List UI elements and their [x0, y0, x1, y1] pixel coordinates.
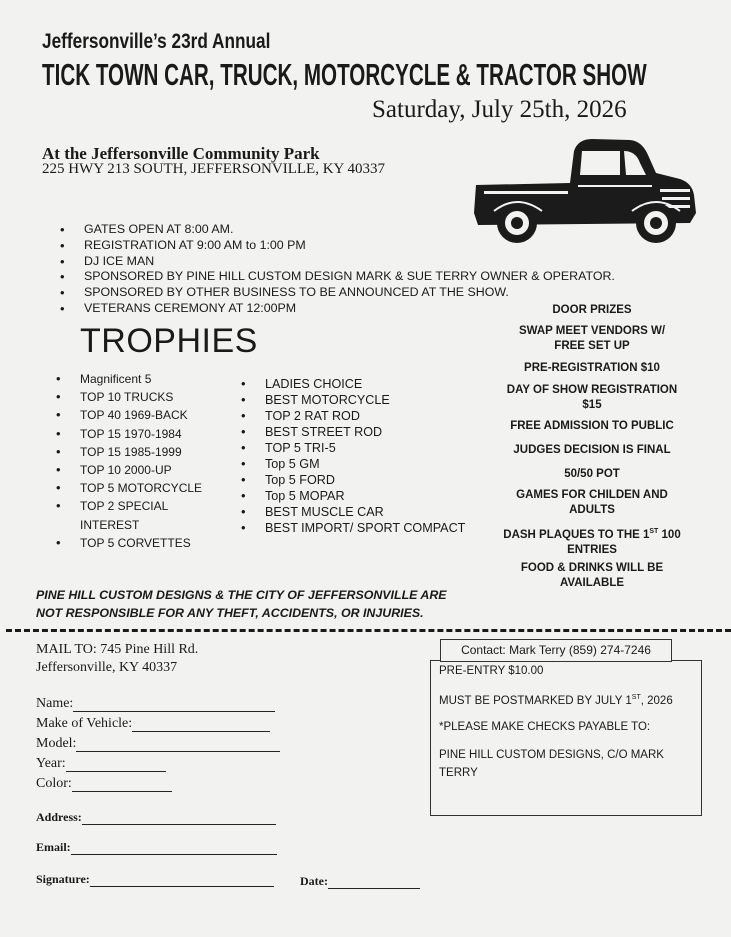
year-line[interactable]: [66, 758, 166, 772]
trophy-item: • Top 5 GM: [241, 456, 465, 472]
color-field[interactable]: [36, 776, 172, 792]
trophy-item: • TOP 2 SPECIAL INTEREST: [56, 497, 190, 533]
date-label: Date:: [300, 874, 328, 888]
trophy-item: • TOP 5 TRI-5: [241, 440, 465, 456]
trophy-item: • TOP 2 RAT ROD: [241, 408, 465, 424]
postmark-note: [439, 689, 673, 710]
name-field[interactable]: [36, 696, 275, 712]
detail-item: • DJ ICE MAN: [60, 254, 615, 270]
trophy-item: • TOP 10 2000-UP: [56, 461, 236, 479]
address-field[interactable]: [36, 810, 276, 825]
venue: At the Jeffersonville Community Park: [42, 144, 320, 163]
year-label: Year:: [36, 756, 66, 771]
pre-entry: PRE-ENTRY $10.00: [439, 665, 544, 677]
info-door-prizes: DOOR PRIZES: [552, 304, 632, 316]
color-label: Color:: [36, 776, 72, 791]
event-date: Saturday, July 25th, 2026: [372, 96, 627, 123]
detail-item: • SPONSORED BY OTHER BUSINESS TO BE ANNOUNCED AT THE SHOW.: [60, 285, 615, 301]
info-judges: JUDGES DECISION IS FINAL: [513, 444, 671, 456]
color-line[interactable]: [72, 778, 172, 792]
trophy-item: • Magnificent 5: [56, 370, 236, 388]
detail-item: • REGISTRATION AT 9:00 AM to 1:00 PM: [60, 238, 615, 254]
postmark-text: MUST BE POSTMARKED BY JULY 1: [439, 694, 632, 707]
model-field[interactable]: [36, 736, 280, 752]
trophy-item: • TOP 15 1985-1999: [56, 443, 236, 461]
trophy-item: • TOP 10 TRUCKS: [56, 388, 236, 406]
model-label: Model:: [36, 736, 77, 751]
address-line[interactable]: [82, 811, 276, 825]
signature-field[interactable]: [36, 872, 274, 887]
disclaimer-line: NOT RESPONSIBLE FOR ANY THEFT, ACCIDENTS, OR INJURIES.: [36, 606, 424, 620]
trophy-item: • TOP 15 1970-1984: [56, 425, 236, 443]
make-line[interactable]: [132, 718, 270, 732]
year-field[interactable]: [36, 756, 166, 772]
trophy-item: • Top 5 MOPAR: [241, 488, 465, 504]
email-line[interactable]: [71, 841, 277, 855]
disclaimer-line: PINE HILL CUSTOM DESIGNS & THE CITY OF JEFFERSONVILLE ARE: [36, 588, 447, 602]
trophy-item: • TOP 40 1969-BACK: [56, 406, 236, 424]
info-free-admission: FREE ADMISSION TO PUBLIC: [510, 420, 674, 432]
name-line[interactable]: [73, 698, 275, 712]
info-dash-plaques: DASH PLAQUES TO THE 1ST 100 ENTRIES: [503, 528, 681, 556]
name-label: Name:: [36, 696, 74, 711]
checks-note: *PLEASE MAKE CHECKS PAYABLE TO:: [439, 721, 651, 733]
postmark-year: , 2026: [640, 694, 673, 707]
mail-to: [36, 641, 198, 677]
detail-item: • VETERANS CEREMONY AT 12:00PM: [60, 301, 615, 317]
mail-address: MAIL TO: 745 Pine Hill Rd.: [36, 642, 199, 657]
trophy-item: • TOP 5 MOTORCYCLE: [56, 479, 236, 497]
model-line[interactable]: [76, 738, 280, 752]
registration-box: [430, 660, 702, 816]
address-label: Address:: [36, 810, 82, 824]
trophies-column-2: [241, 376, 465, 536]
info-food: FOOD & DRINKS WILL BE AVAILABLE: [520, 562, 664, 589]
trophy-item: • Top 5 FORD: [241, 472, 465, 488]
main-title: TICK TOWN CAR, TRUCK, MOTORCYCLE & TRACTOR SHOW: [42, 57, 647, 92]
venue-address: 225 HWY 213 SOUTH, JEFFERSONVILLE, KY 40337: [42, 161, 386, 177]
contact-label: Contact: Mark Terry (859) 274-7246: [440, 639, 672, 662]
disclaimer: [36, 586, 447, 622]
trophies-heading: TROPHIES: [80, 322, 258, 360]
make-field[interactable]: [36, 716, 270, 732]
trophy-item: • LADIES CHOICE: [241, 376, 465, 392]
trophy-item: • BEST MUSCLE CAR: [241, 504, 465, 520]
trophy-item: • BEST MOTORCYCLE: [241, 392, 465, 408]
detail-item: • SPONSORED BY PINE HILL CUSTOM DESIGN MARK & SUE TERRY OWNER & OPERATOR.: [60, 269, 615, 285]
trophy-item: • BEST IMPORT/ SPORT COMPACT: [241, 520, 465, 536]
date-line[interactable]: [328, 875, 420, 889]
payee-line-2: TERRY: [439, 767, 478, 779]
cut-line: [6, 629, 731, 632]
mail-city: Jeffersonville, KY 40337: [36, 660, 178, 675]
info-swap-meet: SWAP MEET VENDORS W/ FREE SET UP: [518, 325, 666, 352]
info-preregistration: PRE-REGISTRATION $10: [524, 362, 660, 374]
trophy-item: • BEST STREET ROD: [241, 424, 465, 440]
trophy-item: • TOP 5 CORVETTES: [56, 534, 236, 552]
signature-line[interactable]: [90, 873, 274, 887]
date-field[interactable]: [300, 874, 420, 889]
info-day-of-show: DAY OF SHOW REGISTRATION $15: [506, 384, 678, 411]
small-title: Jeffersonville’s 23rd Annual: [42, 30, 271, 53]
signature-label: Signature:: [36, 872, 90, 886]
email-field[interactable]: [36, 840, 277, 855]
info-games: GAMES FOR CHILDEN AND ADULTS: [516, 489, 668, 516]
make-label: Make of Vehicle:: [36, 716, 133, 731]
payee-line-1: PINE HILL CUSTOM DESIGNS, C/O MARK: [439, 749, 664, 761]
postmark-sup: ST: [631, 694, 641, 701]
info-5050: 50/50 POT: [564, 468, 620, 480]
email-label: Email:: [36, 840, 71, 854]
trophies-column-1: [56, 370, 236, 552]
detail-item: • GATES OPEN AT 8:00 AM.: [60, 222, 615, 238]
